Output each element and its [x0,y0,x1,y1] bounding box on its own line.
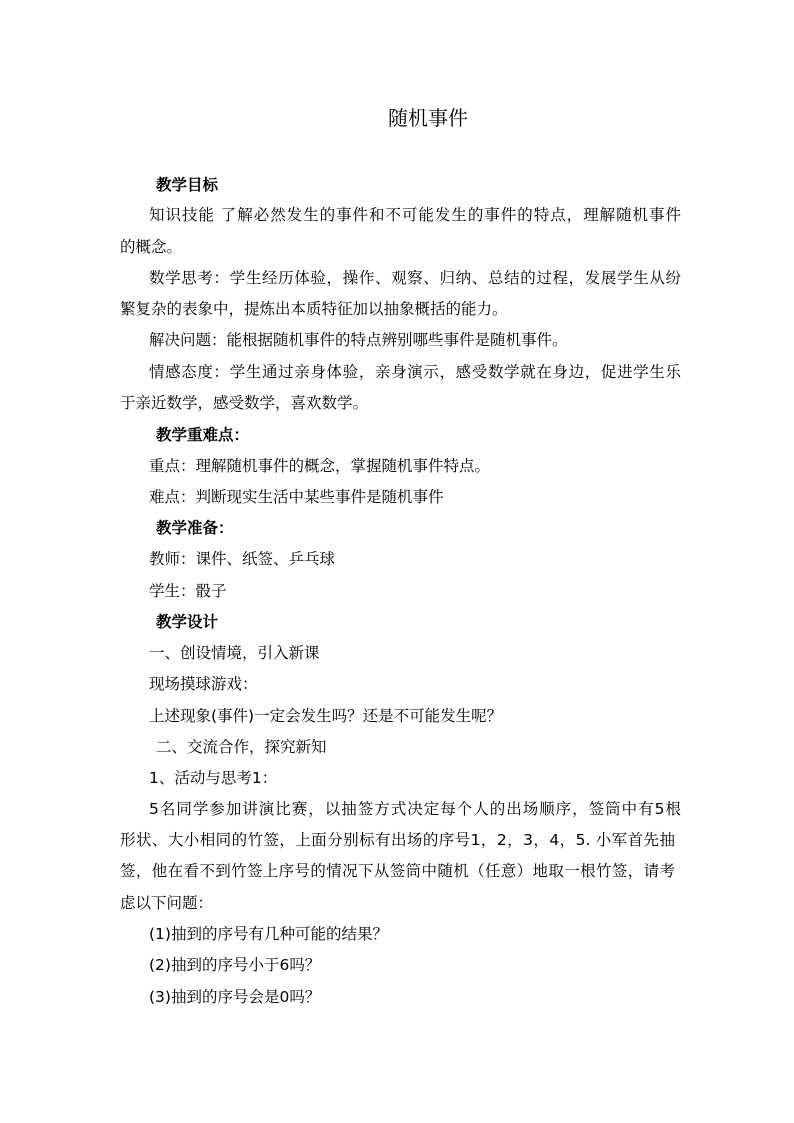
text-key-point: 重点：理解随机事件的概念，掌握随机事件特点。 [149,457,491,475]
text-emotion-line2: 于亲近数学，感受数学，喜欢数学。 [120,394,369,412]
text-part2: 二、交流合作，探究新知 [156,738,327,756]
text-q1: (1)抽到的序号有几种可能的结果？ [149,925,388,943]
heading-goals: 教学目标 [156,176,219,194]
text-problem: 解决问题：能根据随机事件的特点辨别哪些事件是随机事件。 [149,331,568,349]
text-student-prep: 学生：骰子 [149,582,227,600]
document-title: 随机事件 [388,106,468,130]
text-para-line3: 签，他在看不到竹签上序号的情况下从签筒中随机（任意）地取一根竹签，请考 [120,862,675,880]
text-knowledge-line1: 知识技能 了解必然发生的事件和不可能发生的事件的特点，理解随机事件 [149,206,681,224]
text-game: 现场摸球游戏： [149,675,258,693]
text-thinking-line1: 数学思考：学生经历体验，操作、观察、归纳、总结的过程，发展学生从纷 [149,269,681,287]
text-knowledge-line2: 的概念。 [120,238,183,256]
text-para-line4: 虑以下问题： [120,894,214,912]
text-thinking-line2: 繁复杂的表象中，提炼出本质特征加以抽象概括的能力。 [120,300,508,318]
text-para-line2: 形状、大小相同的竹签，上面分别标有出场的序号1，2，3，4，5. 小军首先抽 [120,831,675,849]
text-activity: 1、活动与思考1： [149,769,278,787]
text-q3: (3)抽到的序号会是0吗？ [149,988,321,1006]
text-question: 上述现象(事件)一定会发生吗？还是不可能发生呢？ [149,707,503,725]
text-emotion-line1: 情感态度：学生通过亲身体验，亲身演示，感受数学就在身边，促进学生乐 [149,363,681,381]
heading-key-points: 教学重难点： [156,426,250,444]
text-para-line1: 5名同学参加讲演比赛，以抽签方式决定每个人的出场顺序，签筒中有5根 [149,800,681,818]
heading-design: 教学设计 [156,613,219,631]
heading-prep: 教学准备： [156,519,234,537]
text-part1: 一、创设情境，引入新课 [149,644,320,662]
text-difficult-point: 难点：判断现实生活中某些事件是随机事件 [149,488,444,506]
text-teacher-prep: 教师：课件、纸签、乒乓球 [149,550,336,568]
text-q2: (2)抽到的序号小于6吗？ [149,956,321,974]
